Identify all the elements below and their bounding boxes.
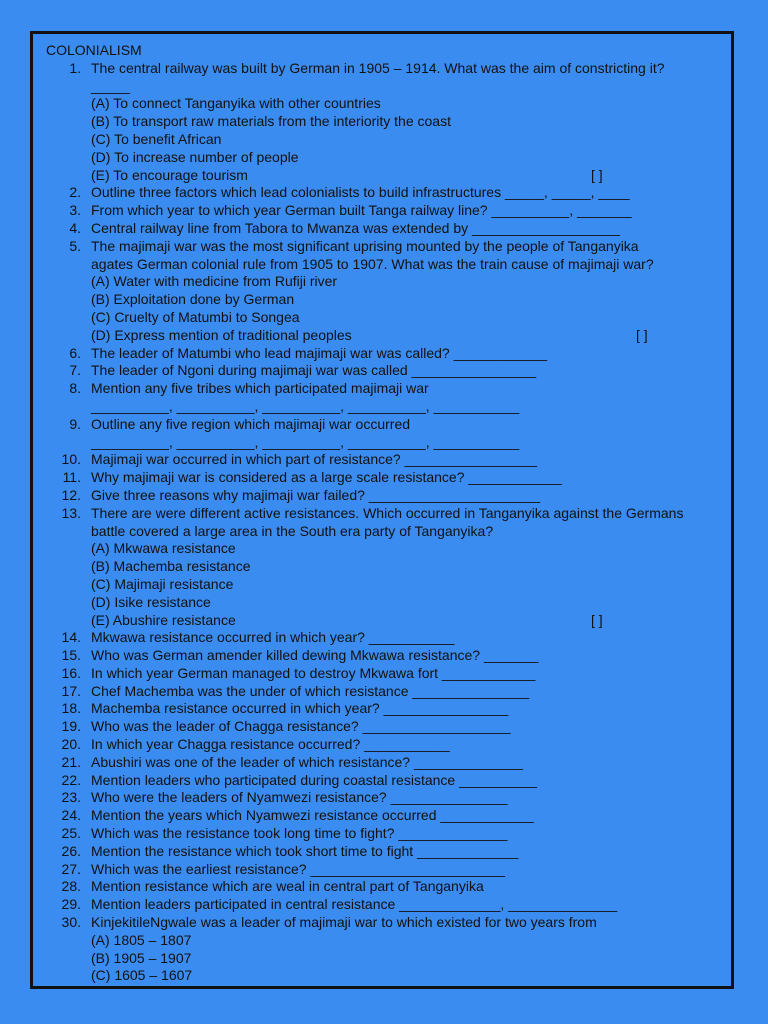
question-number: 8. bbox=[69, 380, 81, 397]
question-continuation: __________, __________, __________, __________, ___________ bbox=[91, 433, 520, 450]
question-text: There are were different active resistances. Which occurred in Tanganyika against the Germans bbox=[91, 504, 684, 521]
question-continuation: __________, __________, __________, __________, ___________ bbox=[91, 397, 520, 414]
question-continuation: agates German colonial rule from 1905 to 1907. What was the train cause of majimaji war? bbox=[91, 255, 654, 272]
question-text: The central railway was built by German in 1905 – 1914. What was the aim of constricting it? bbox=[91, 59, 665, 76]
question-item bbox=[46, 60, 723, 185]
question-text: Mention leaders who participated during coastal resistance __________ bbox=[91, 771, 537, 788]
question-number: 16. bbox=[61, 664, 81, 681]
question-text: Mkwawa resistance occurred in which year? ___________ bbox=[91, 629, 455, 646]
question-item bbox=[46, 718, 723, 736]
question-line bbox=[46, 362, 723, 380]
question-line bbox=[46, 914, 723, 932]
question-line bbox=[46, 718, 723, 736]
question-line bbox=[46, 469, 723, 487]
question-number: 27. bbox=[61, 860, 81, 877]
question-number: 1. bbox=[69, 59, 81, 76]
question-item bbox=[46, 843, 723, 861]
question-line bbox=[46, 380, 723, 398]
question-list bbox=[46, 60, 723, 985]
question-line bbox=[46, 505, 723, 523]
question-item bbox=[46, 451, 723, 469]
question-number: 26. bbox=[61, 842, 81, 859]
question-item bbox=[46, 896, 723, 914]
answer-option-text: (A) Mkwawa resistance bbox=[91, 540, 236, 557]
answer-bracket: [ ] bbox=[636, 326, 648, 343]
question-line bbox=[46, 843, 723, 861]
answer-option bbox=[46, 594, 723, 612]
question-item bbox=[46, 772, 723, 790]
answer-option bbox=[46, 167, 723, 185]
answer-option bbox=[46, 113, 723, 131]
answer-option bbox=[46, 967, 723, 985]
question-text: Outline three factors which lead colonialists to build infrastructures _____, _____, ____ bbox=[91, 184, 630, 201]
question-number: 12. bbox=[61, 486, 81, 503]
question-line bbox=[46, 736, 723, 754]
answer-option-text: (A) To connect Tanganyika with other countries bbox=[91, 95, 381, 112]
question-number: 20. bbox=[61, 736, 81, 753]
answer-option bbox=[46, 932, 723, 950]
question-text: Give three reasons why majimaji war failed? ______________________ bbox=[91, 486, 541, 503]
question-item bbox=[46, 754, 723, 772]
answer-option bbox=[46, 309, 723, 327]
question-text: Mention the years which Nyamwezi resistance occurred ____________ bbox=[91, 807, 534, 824]
worksheet-content bbox=[46, 42, 723, 985]
answer-option-text: (B) Exploitation done by German bbox=[91, 291, 295, 308]
question-line bbox=[46, 202, 723, 220]
question-text: Chef Machemba was the under of which resistance _______________ bbox=[91, 682, 530, 699]
question-line bbox=[46, 60, 723, 78]
page-title: COLONIALISM bbox=[46, 42, 142, 58]
answer-option-text: (C) To benefit African bbox=[91, 130, 222, 147]
answer-option-text: (B) Machemba resistance bbox=[91, 558, 251, 575]
question-line bbox=[46, 789, 723, 807]
question-text: In which year Chagga resistance occurred? ___________ bbox=[91, 736, 450, 753]
question-line bbox=[46, 345, 723, 363]
question-item bbox=[46, 789, 723, 807]
question-line bbox=[46, 487, 723, 505]
question-number: 25. bbox=[61, 825, 81, 842]
question-item bbox=[46, 220, 723, 238]
question-item bbox=[46, 700, 723, 718]
answer-option-text: (E) To encourage tourism bbox=[91, 166, 248, 183]
question-text: The majimaji war was the most significant uprising mounted by the people of Tanganyika bbox=[91, 237, 639, 254]
question-number: 21. bbox=[61, 753, 81, 770]
question-item bbox=[46, 825, 723, 843]
question-line bbox=[46, 416, 723, 434]
answer-option bbox=[46, 291, 723, 309]
question-text: KinjekitileNgwale was a leader of majimaji war to which existed for two years from bbox=[91, 914, 597, 931]
question-number: 17. bbox=[61, 682, 81, 699]
answer-option bbox=[46, 131, 723, 149]
question-line bbox=[46, 665, 723, 683]
question-item bbox=[46, 647, 723, 665]
answer-option bbox=[46, 612, 723, 630]
question-number: 13. bbox=[61, 504, 81, 521]
question-number: 14. bbox=[61, 629, 81, 646]
question-number: 28. bbox=[61, 878, 81, 895]
question-number: 2. bbox=[69, 184, 81, 201]
question-number: 30. bbox=[61, 914, 81, 931]
question-item bbox=[46, 878, 723, 896]
answer-option bbox=[46, 540, 723, 558]
worksheet-border bbox=[30, 31, 734, 989]
question-number: 4. bbox=[69, 219, 81, 236]
question-text: Who was the leader of Chagga resistance? ___________________ bbox=[91, 718, 511, 735]
question-item bbox=[46, 362, 723, 380]
question-text: From which year to which year German built Tanga railway line? __________, _______ bbox=[91, 202, 632, 219]
question-line bbox=[46, 896, 723, 914]
answer-option-text: (C) Majimaji resistance bbox=[91, 575, 234, 592]
answer-option bbox=[46, 576, 723, 594]
answer-option-text: (B) To transport raw materials from the interiority the coast bbox=[91, 113, 451, 130]
question-text: Machemba resistance occurred in which year? ________________ bbox=[91, 700, 509, 717]
question-number: 7. bbox=[69, 362, 81, 379]
question-line bbox=[46, 629, 723, 647]
question-text: Abushiri was one of the leader of which resistance? ______________ bbox=[91, 753, 523, 770]
answer-bracket: [ ] bbox=[591, 166, 603, 183]
question-text: Who was German amender killed dewing Mkwawa resistance? _______ bbox=[91, 647, 539, 664]
answer-option-text: (D) Isike resistance bbox=[91, 593, 211, 610]
question-number: 9. bbox=[69, 415, 81, 432]
answer-option bbox=[46, 558, 723, 576]
question-text: Which was the earliest resistance? _________________________ bbox=[91, 860, 506, 877]
answer-option bbox=[46, 95, 723, 113]
question-item bbox=[46, 487, 723, 505]
question-text: Why majimaji war is considered as a large scale resistance? ____________ bbox=[91, 469, 562, 486]
question-number: 10. bbox=[61, 451, 81, 468]
answer-option-text: (C) Cruelty of Matumbi to Songea bbox=[91, 308, 300, 325]
question-text: Mention the resistance which took short time to fight _____________ bbox=[91, 842, 519, 859]
question-item bbox=[46, 736, 723, 754]
question-item bbox=[46, 861, 723, 879]
question-item bbox=[46, 807, 723, 825]
question-item bbox=[46, 505, 723, 630]
question-number: 3. bbox=[69, 202, 81, 219]
question-text: Outline any five region which majimaji war occurred bbox=[91, 415, 411, 432]
question-item bbox=[46, 202, 723, 220]
answer-option bbox=[46, 327, 723, 345]
answer-option-text: (B) 1905 – 1907 bbox=[91, 949, 192, 966]
question-item bbox=[46, 184, 723, 202]
question-text: The leader of Ngoni during majimaji war was called ________________ bbox=[91, 362, 537, 379]
question-number: 11. bbox=[62, 469, 81, 486]
question-text: Mention resistance which are weal in central part of Tanganyika bbox=[91, 878, 484, 895]
question-line bbox=[46, 238, 723, 256]
question-line bbox=[46, 807, 723, 825]
question-item bbox=[46, 345, 723, 363]
question-line bbox=[46, 220, 723, 238]
answer-option-text: (D) To increase number of people bbox=[91, 148, 299, 165]
question-item bbox=[46, 416, 723, 452]
question-item bbox=[46, 914, 723, 985]
question-line bbox=[46, 683, 723, 701]
answer-option-text: (C) 1605 – 1607 bbox=[91, 967, 193, 984]
answer-option-text: (A) Water with medicine from Rufiji river bbox=[91, 273, 338, 290]
question-item bbox=[46, 238, 723, 345]
answer-option-text: (E) Abushire resistance bbox=[91, 611, 236, 628]
question-line bbox=[46, 184, 723, 202]
question-number: 18. bbox=[61, 700, 81, 717]
answer-bracket: [ ] bbox=[591, 611, 603, 628]
answer-option bbox=[46, 149, 723, 167]
question-item bbox=[46, 665, 723, 683]
question-continuation: battle covered a large area in the South era party of Tanganyika? bbox=[91, 522, 494, 539]
question-number: 23. bbox=[61, 789, 81, 806]
question-number: 29. bbox=[61, 896, 81, 913]
answer-option bbox=[46, 950, 723, 968]
question-text: Majimaji war occurred in which part of resistance? _________________ bbox=[91, 451, 537, 468]
question-number: 24. bbox=[61, 807, 81, 824]
answer-option bbox=[46, 273, 723, 291]
question-number: 19. bbox=[61, 718, 81, 735]
question-number: 15. bbox=[61, 647, 81, 664]
question-number: 22. bbox=[61, 771, 81, 788]
question-line bbox=[46, 700, 723, 718]
question-text: Mention any five tribes which participated majimaji war bbox=[91, 380, 429, 397]
question-line bbox=[46, 451, 723, 469]
answer-option-text: (A) 1805 – 1807 bbox=[91, 931, 192, 948]
question-item bbox=[46, 629, 723, 647]
question-text: Central railway line from Tabora to Mwanza was extended by ___________________ bbox=[91, 219, 620, 236]
question-line bbox=[46, 825, 723, 843]
question-continuation: _____ bbox=[91, 77, 130, 94]
question-item bbox=[46, 380, 723, 416]
question-number: 5. bbox=[69, 237, 81, 254]
question-text: Who were the leaders of Nyamwezi resistance? _______________ bbox=[91, 789, 508, 806]
question-line bbox=[46, 861, 723, 879]
question-text: The leader of Matumbi who lead majimaji war was called? ____________ bbox=[91, 344, 548, 361]
question-line bbox=[46, 647, 723, 665]
question-text: Mention leaders participated in central resistance _____________, ______________ bbox=[91, 896, 618, 913]
answer-option-text: (D) Express mention of traditional peoples bbox=[91, 326, 352, 343]
question-line bbox=[46, 754, 723, 772]
question-item bbox=[46, 469, 723, 487]
question-text: Which was the resistance took long time to fight? ______________ bbox=[91, 825, 508, 842]
question-line bbox=[46, 772, 723, 790]
question-number: 6. bbox=[69, 344, 81, 361]
question-text: In which year German managed to destroy Mkwawa fort ____________ bbox=[91, 664, 536, 681]
question-item bbox=[46, 683, 723, 701]
question-line bbox=[46, 878, 723, 896]
